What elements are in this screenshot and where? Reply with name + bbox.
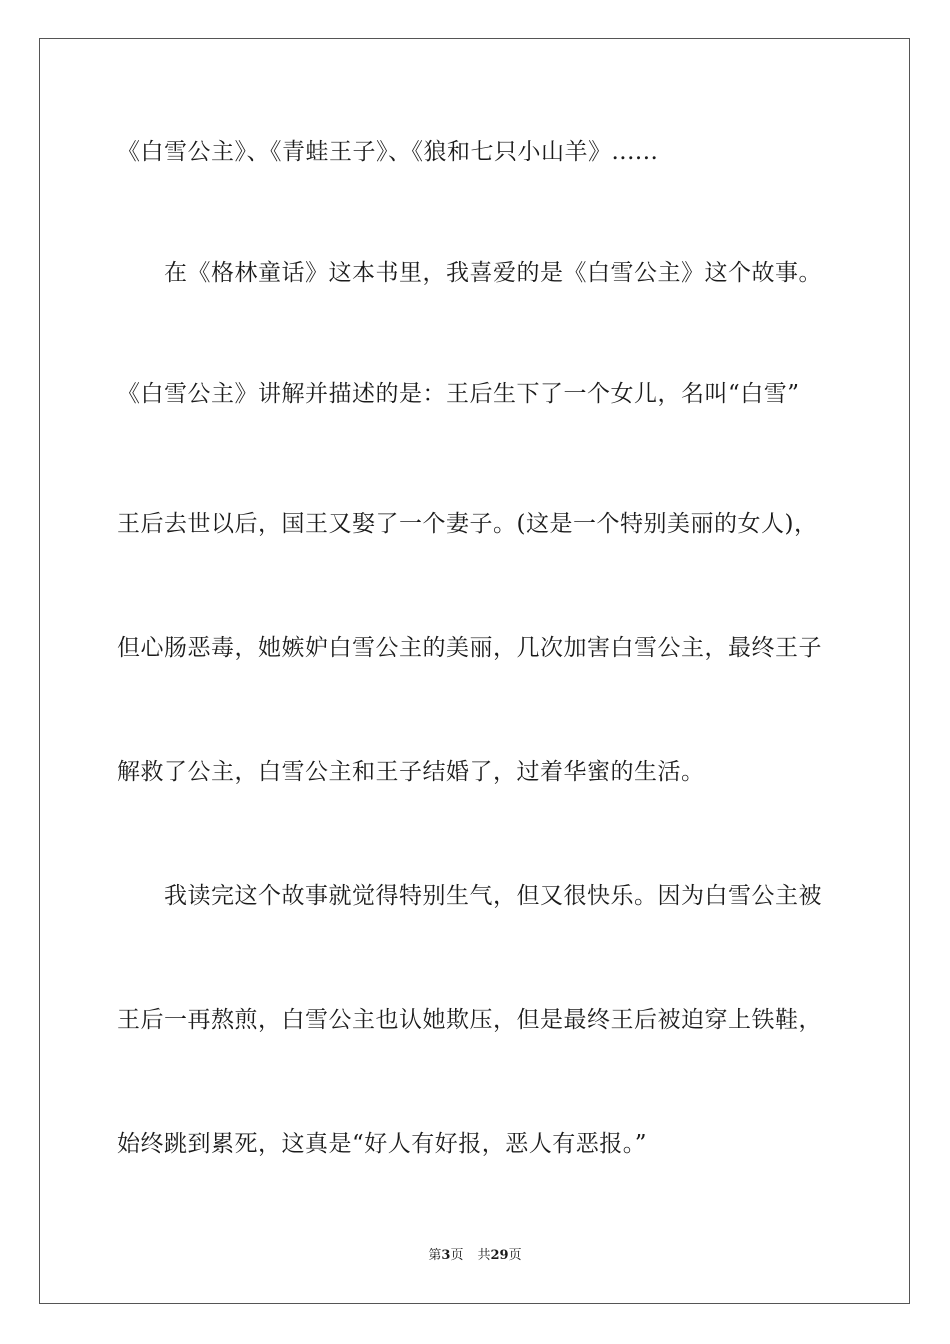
text-line-4: 王后去世以后，国王又娶了一个妻子。(这是一个特别美丽的女人)， — [117, 511, 818, 537]
text-line-8: 王后一再熬煎，白雪公主也认她欺压，但是最终王后被迫穿上铁鞋， — [117, 1007, 822, 1033]
text-line-6: 解救了公主，白雪公主和王子结婚了，过着华蜜的生活。 — [117, 759, 705, 785]
total-prefix: 共 — [477, 1248, 491, 1263]
page-number: 3 — [441, 1248, 451, 1263]
page-prefix: 第 — [428, 1248, 442, 1263]
text-line-7: 我读完这个故事就觉得特别生气，但又很快乐。因为白雪公主被 — [164, 883, 822, 909]
page-border — [39, 38, 910, 1304]
total-pages: 29 — [490, 1248, 509, 1263]
text-line-9: 始终跳到累死，这真是“好人有好报，恶人有恶报。” — [117, 1131, 648, 1157]
total-suffix: 页 — [508, 1248, 522, 1263]
text-line-2: 在《格林童话》这本书里，我喜爱的是《白雪公主》这个故事。 — [164, 260, 822, 286]
text-line-1: 《白雪公主》、《青蛙王子》、《狼和七只小山羊》...... — [117, 139, 659, 165]
page-footer — [0, 1247, 950, 1265]
text-line-3: 《白雪公主》讲解并描述的是：王后生下了一个女儿，名叫“白雪” — [117, 381, 800, 407]
text-line-5: 但心肠恶毒，她嫉妒白雪公主的美丽，几次加害白雪公主，最终王子 — [117, 635, 822, 661]
page-suffix: 页 — [450, 1248, 464, 1263]
